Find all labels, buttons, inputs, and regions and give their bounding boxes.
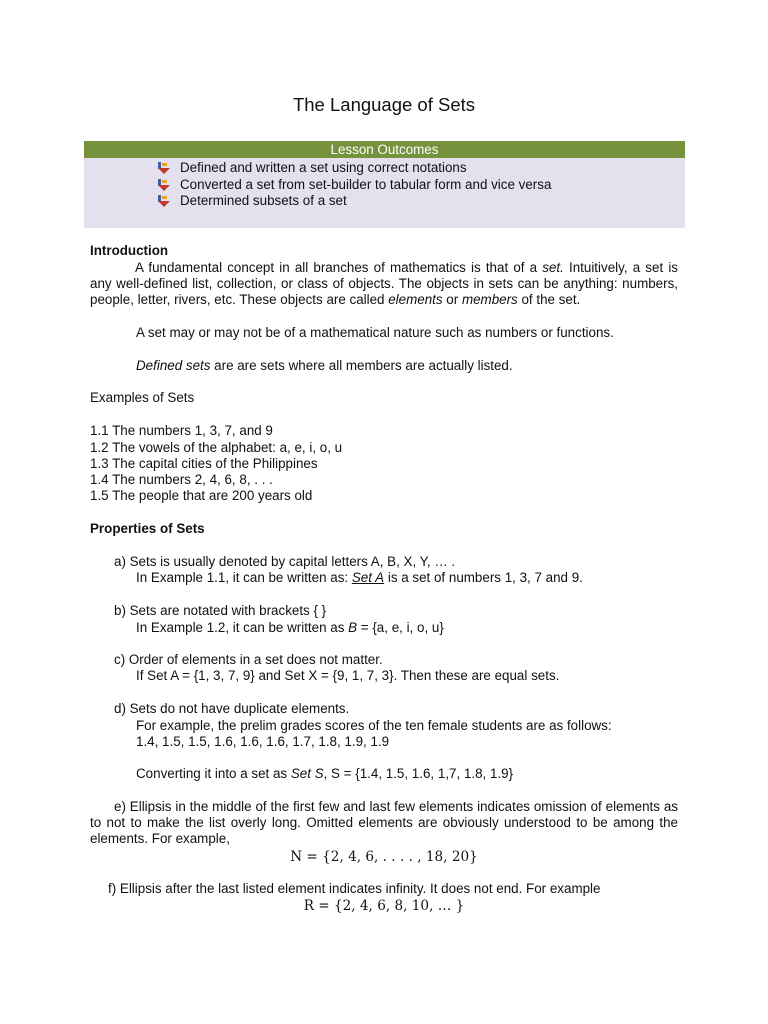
list-item: 1.4 The numbers 2, 4, 6, 8, . . . [90,472,273,487]
list-item: 1.3 The capital cities of the Philippines [90,456,318,471]
term-set-a: Set A [351,570,385,585]
property-c-line-2: If Set A = {1, 3, 7, 9} and Set X = {9, 1, 7, 3}. Then these are equal sets. [136,668,560,683]
outcome-text: Defined and written a set using correct notations [180,160,467,176]
property-f-paragraph: f) Ellipsis after the last listed element indicates infinity. It does not end. For example [108,881,601,896]
lesson-outcomes-header: Lesson Outcomes [84,141,685,158]
intro-paragraph-3 [136,358,724,374]
property-text: In Example 1.1, it can be written as: [136,570,352,585]
lesson-outcomes-box [84,141,685,228]
property-d-line-4 [136,766,724,782]
list-item [157,160,551,177]
term-defined-sets: Defined sets [136,358,211,373]
property-text: is a set of numbers 1, 3, 7 and 9. [384,570,583,585]
property-d-line-3: 1.4, 1.5, 1.5, 1.6, 1.6, 1.6, 1.7, 1.8, 1.9, 1.9 [136,734,390,749]
properties-heading: Properties of Sets [90,521,205,536]
property-a-line-1: a) Sets is usually denoted by capital letters A, B, X, Y, … . [114,554,456,569]
list-item: 1.5 The people that are 200 years old [90,488,313,503]
property-text: = {a, e, i, o, u} [357,620,444,635]
arrow-bullet-icon [157,161,171,175]
intro-text: Intuitively, a set is any well-defined list, collection, or class of objects. The objects in sets can be anything: numbers, people, letter, rivers, etc. These objects are called [90,260,678,307]
property-text: In Example 1.2, it can be written as [136,620,349,635]
arrow-bullet-icon [157,194,171,208]
intro-text: or [442,292,462,307]
intro-text: of the set. [517,292,581,307]
introduction-paragraph [90,260,678,308]
term-elements: elements [388,292,443,307]
term-set-s: Set S [290,766,324,781]
list-item [157,177,551,194]
property-e-paragraph: e) Ellipsis in the middle of the first few and last few elements indicates omission of elements as to not to make the list overly long. Omitted elements are obviously understood to be among the elements. For example, [90,799,678,846]
property-d-line-2: For example, the prelim grades scores of the ten female students are as follows: [136,718,612,733]
term-set: set. [542,260,564,275]
formula-n: N = {2, 4, 6, . . . . , 18, 20} [290,849,478,865]
property-b-line-1: b) Sets are notated with brackets { } [114,603,327,618]
property-b-line-2 [136,620,724,636]
term-b: B [348,620,358,635]
examples-heading: Examples of Sets [90,390,195,405]
arrow-bullet-icon [157,178,171,192]
list-item: 1.1 The numbers 1, 3, 7, and 9 [90,423,273,438]
formula-r: R = {2, 4, 6, 8, 10, … } [303,898,465,914]
lesson-outcomes-list [157,160,551,210]
property-text: , S = {1.4, 1.5, 1.6, 1,7, 1.8, 1.9} [323,766,514,781]
outcome-text: Determined subsets of a set [180,193,347,209]
list-item [157,193,551,210]
intro-text: A fundamental concept in all branches of mathematics is that of a [135,260,543,275]
term-members: members [461,292,518,307]
property-d-line-1: d) Sets do not have duplicate elements. [114,701,350,716]
outcome-text: Converted a set from set-builder to tabular form and vice versa [180,176,552,192]
intro-paragraph-2: A set may or may not be of a mathematical nature such as numbers or functions. [136,325,614,340]
property-a-line-2 [136,570,724,586]
introduction-heading: Introduction [90,243,169,258]
intro-text: are are sets where all members are actually listed. [210,358,513,373]
list-item: 1.2 The vowels of the alphabet: a, e, i, o, u [90,440,343,455]
property-text: Converting it into a set as [136,766,291,781]
page-title: The Language of Sets [292,94,476,115]
property-c-line-1: c) Order of elements in a set does not matter. [114,652,383,667]
